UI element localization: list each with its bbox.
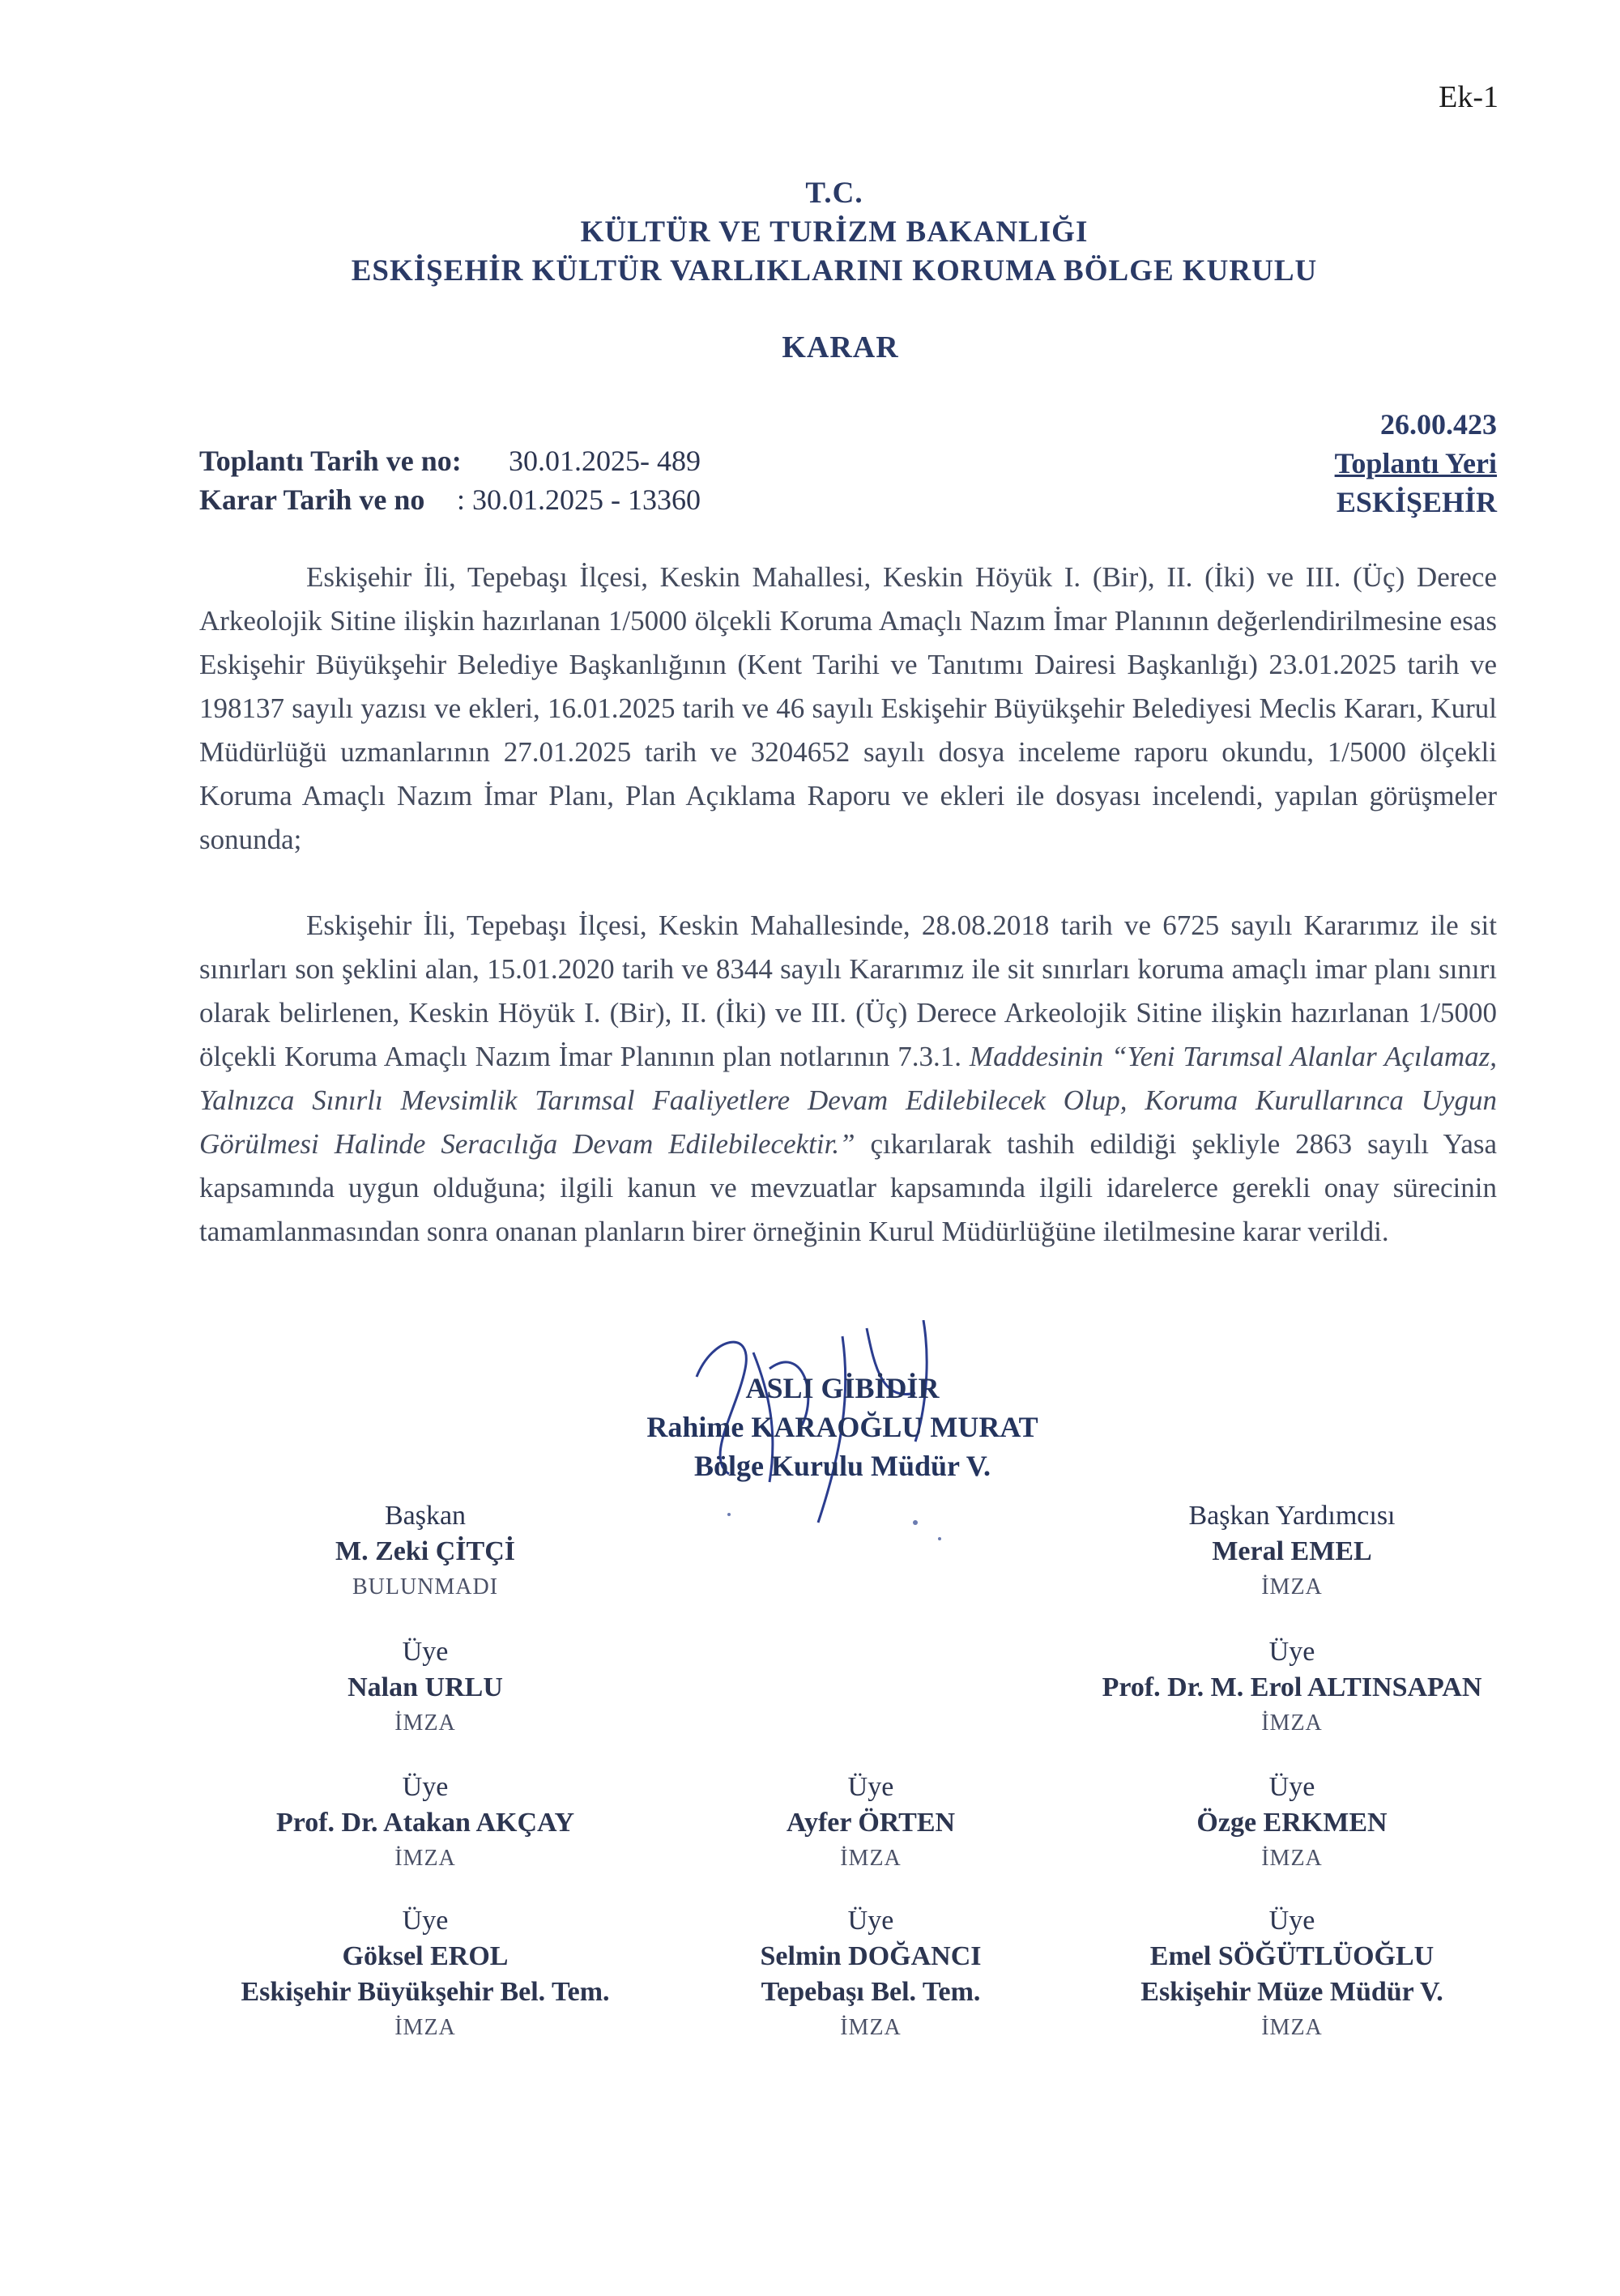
signatory-role: Üye <box>1268 1906 1315 1936</box>
body-paragraph-2 <box>199 904 1497 1254</box>
signatory-role: Üye <box>1268 1637 1315 1667</box>
signatory-name: Prof. Dr. M. Erol ALTINSAPAN <box>1102 1672 1482 1702</box>
signatory-vice-chair <box>1008 1498 1575 1605</box>
paragraph-2-part2: çıkarılarak tashih edildiği şekliyle 2863 sayılı Yasa kapsamında uygun olduğuna; ilgili kanun ve mevzuatlar kapsamında ilgili idarelerce gerekli onay sürecinin tamamlanmasından sonra onanan planların birer örneğinin Kurul Müdürlüğüne iletilmesine karar verildi. <box>199 1128 1498 1247</box>
signatory-name: Göksel EROL <box>342 1941 509 1971</box>
signatory-member-5 <box>1008 1770 1575 1876</box>
signatory-role: Başkan <box>384 1501 467 1531</box>
header-tc: T.C. <box>805 177 863 210</box>
signatory-status: İMZA <box>394 1846 456 1871</box>
document-header <box>0 174 1620 291</box>
signatory-name: Ayfer ÖRTEN <box>786 1808 956 1838</box>
signatory-status: İMZA <box>394 1710 456 1736</box>
signatory-status: İMZA <box>1261 1574 1323 1600</box>
signatory-status: İMZA <box>1261 1846 1323 1871</box>
signatory-status: İMZA <box>840 1846 902 1871</box>
annex-label: Ek-1 <box>1439 80 1498 114</box>
signatory-role: Üye <box>847 1772 894 1802</box>
header-board: ESKİŞEHİR KÜLTÜR VARLIKLARINI KORUMA BÖLGE KURULU <box>351 254 1318 288</box>
signatory-chair <box>142 1498 709 1605</box>
signatory-member-1 <box>142 1634 709 1741</box>
signatory-role: Başkan Yardımcısı <box>1188 1501 1396 1531</box>
signatory-status: İMZA <box>1261 1710 1323 1736</box>
signatory-org: Eskişehir Büyükşehir Bel. Tem. <box>241 1977 610 2007</box>
signatory-status: BULUNMADI <box>352 1574 499 1600</box>
signatory-member-8 <box>1008 1903 1575 2046</box>
signatory-role: Üye <box>402 1772 449 1802</box>
stamp-line-1: ASLI GİBİDİR <box>745 1372 940 1404</box>
stamp-line-3: Bölge Kurulu Müdür V. <box>693 1450 991 1482</box>
paragraph-2-italic: Maddesinin “Yeni Tarımsal Alanlar Açılamaz, Yalnızca Sınırlı Mevsimlik Tarımsal Faaliyetlere Devam Edilebilecek Olup, Koruma Kurullarınca Uygun Görülmesi Halinde Seracılığa Devam Edilebilecektir.” <box>199 1041 1498 1160</box>
decision-title: KARAR <box>782 330 899 364</box>
signatory-role: Üye <box>402 1637 449 1667</box>
signatory-role: Üye <box>402 1906 449 1936</box>
meeting-date-label: Toplantı Tarih ve no: <box>199 445 462 477</box>
signatory-role: Üye <box>847 1906 894 1936</box>
meeting-date-row <box>199 441 701 480</box>
signatory-org: Eskişehir Müze Müdür V. <box>1140 1977 1443 2007</box>
signatory-org: Tepebaşı Bel. Tem. <box>761 1977 981 2007</box>
signatory-status: İMZA <box>1261 2015 1323 2040</box>
body-paragraph-1 <box>199 556 1497 862</box>
meeting-place-value: ESKİŞEHİR <box>1336 486 1497 518</box>
paragraph-2-text <box>199 904 1497 1254</box>
signatory-name: Meral EMEL <box>1212 1536 1372 1566</box>
signatory-name: Prof. Dr. Atakan AKÇAY <box>275 1808 575 1838</box>
meeting-place-block <box>1335 405 1497 522</box>
decision-date-label: Karar Tarih ve no <box>199 483 425 516</box>
decision-date-value: : 30.01.2025 - 13360 <box>457 483 701 516</box>
file-code: 26.00.423 <box>1380 408 1497 441</box>
header-ministry: KÜLTÜR VE TURİZM BAKANLIĞI <box>580 215 1089 249</box>
signatory-member-2 <box>1008 1634 1575 1741</box>
signatory-name: Nalan URLU <box>347 1672 503 1702</box>
signatory-name: Özge ERKMEN <box>1196 1808 1388 1838</box>
meeting-place-label: Toplantı Yeri <box>1334 447 1497 479</box>
true-copy-stamp <box>616 1369 1069 1485</box>
paragraph-1-text: Eskişehir İli, Tepebaşı İlçesi, Keskin Mahallesi, Keskin Höyük I. (Bir), II. (İki) ve III. (Üç) Derece Arkeolojik Sitine ilişkin hazırlanan 1/5000 ölçekli Koruma Amaçlı Nazım İmar Planının değerlendirilmesine esas Eskişehir Büyükşehir Belediye Başkanlığının (Kent Tarihi ve Tanıtımı Dairesi Başkanlığı) 23.01.2025 tarih ve 198137 sayılı yazısı ve ekleri, 16.01.2025 tarih ve 46 sayılı Eskişehir Büyükşehir Belediyesi Meclis Kararı, Kurul Müdürlüğü uzmanlarının 27.01.2025 tarih ve 3204652 sayılı dosya inceleme raporu okundu, 1/5000 ölçekli Koruma Amaçlı Nazım İmar Planı, Plan Açıklama Raporu ve ekleri ile dosyası incelendi, yapılan görüşmeler sonunda; <box>199 561 1497 855</box>
paragraph-2-part1: Eskişehir İli, Tepebaşı İlçesi, Keskin Mahallesinde, 28.08.2018 tarih ve 6725 sayılı Kararımız ile sit sınırları son şeklini alan, 15.01.2020 tarih ve 8344 sayılı Kararımız ile sit sınırları koruma amaçlı imar planı sınırı olarak belirlenen, Keskin Höyük I. (Bir), II. (İki) ve III. (Üç) Derece Arkeolojik Sitine ilişkin hazırlanan 1/5000 ölçekli Koruma Amaçlı Nazım İmar Planının plan notlarının 7.3.1. <box>199 909 1497 1072</box>
stamp-line-2: Rahime KARAOĞLU MURAT <box>646 1411 1038 1443</box>
meeting-info <box>199 441 701 519</box>
decision-date-row <box>199 480 701 519</box>
signatory-role: Üye <box>1268 1772 1315 1802</box>
signatory-name: M. Zeki ÇİTÇİ <box>335 1536 515 1566</box>
signatory-name: Selmin DOĞANCI <box>760 1941 982 1971</box>
signatory-status: İMZA <box>840 2015 902 2040</box>
meeting-date-value: 30.01.2025- 489 <box>509 445 701 477</box>
signatory-name: Emel SÖĞÜTLÜOĞLU <box>1149 1941 1435 1971</box>
signatory-status: İMZA <box>394 2015 456 2040</box>
